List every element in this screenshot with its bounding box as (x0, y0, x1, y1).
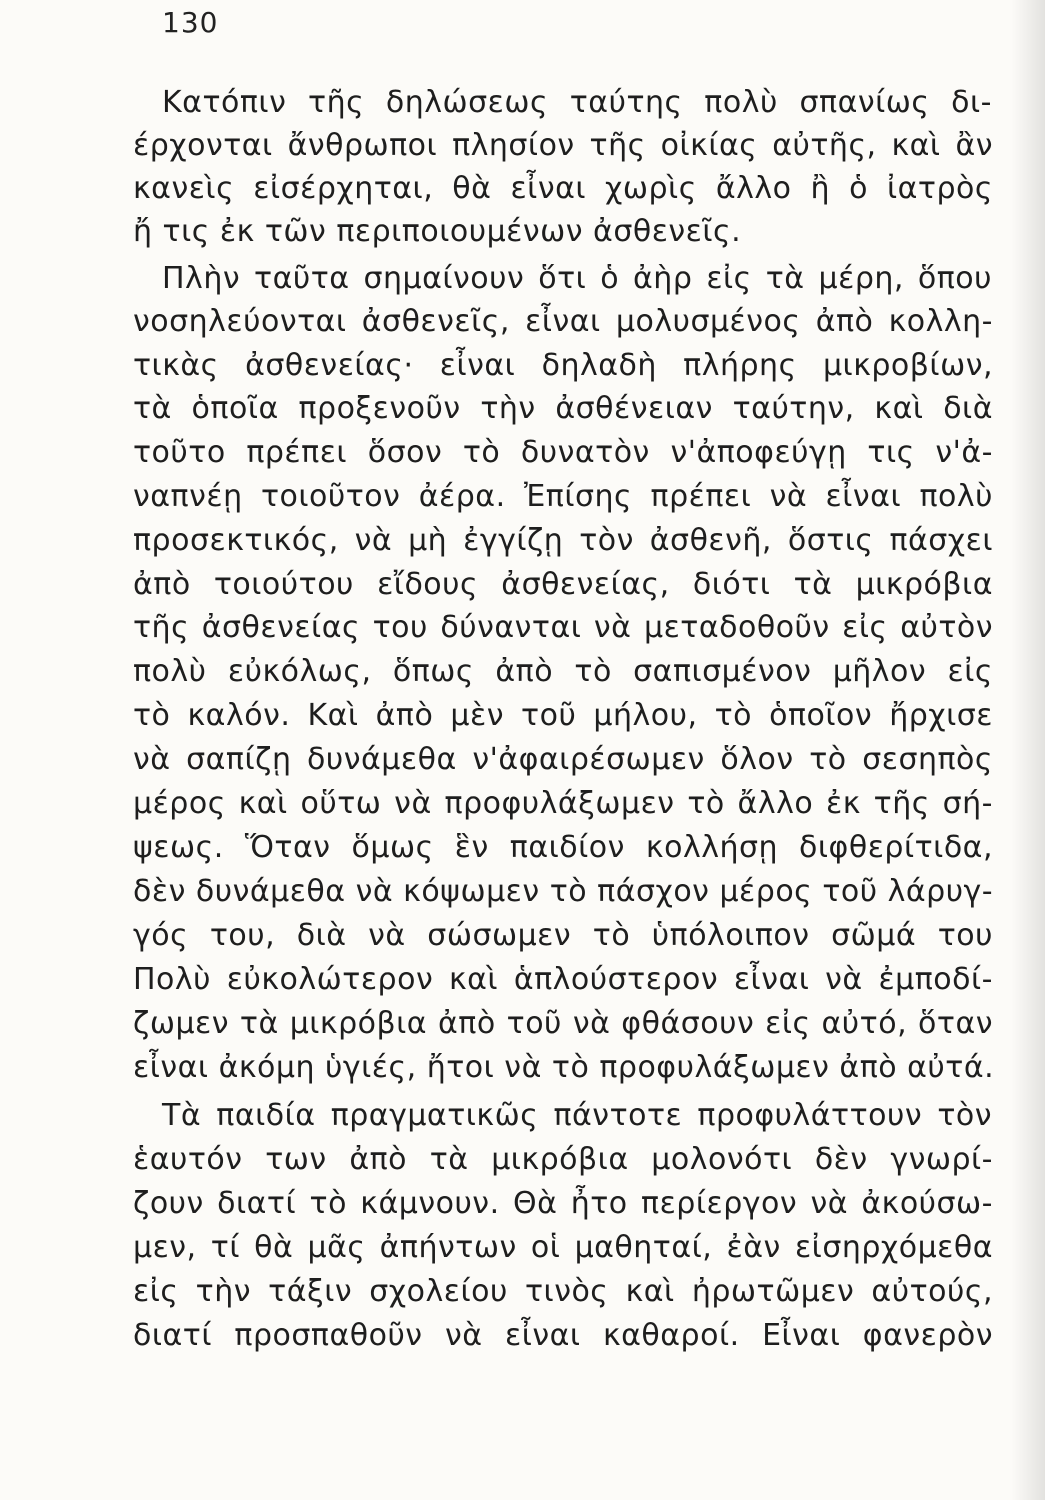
text-line: εἶναι ἀκόμη ὑγιές, ἤτοι νὰ τὸ προφυλάξωμεν ἀπὸ αὐτά. (133, 1050, 995, 1085)
text-line: τὰ ὁποῖα προξενοῦν τὴν ἀσθένειαν ταύτην, καὶ διὰ (133, 391, 993, 426)
text-line: εἰς τὴν τάξιν σχολείου τινὸς καὶ ἠρωτῶμεν αὐτούς, (133, 1274, 993, 1309)
text-line: ἀπὸ τοιούτου εἴδους ἀσθενείας, διότι τὰ μικρόβια (133, 567, 993, 602)
text-line: τοῦτο πρέπει ὅσον τὸ δυνατὸν ν'ἀποφεύγῃ τις ν'ἀ- (133, 435, 993, 470)
text-line: τῆς ἀσθενείας του δύνανται νὰ μεταδοθοῦν εἰς αὐτὸν (133, 610, 993, 645)
text-line: ναπνέῃ τοιοῦτον ἀέρα. Ἐπίσης πρέπει νὰ εἶναι πολὺ (133, 479, 993, 514)
text-line: ψεως. Ὅταν ὅμως ἓν παιδίον κολλήσῃ διφθερίτιδα, (133, 830, 993, 865)
text-line: έρχονται ἄνθρωποι πλησίον τῆς οἰκίας αὐτῆς, καὶ ἂν (133, 128, 993, 163)
text-line: ζωμεν τὰ μικρόβια ἀπὸ τοῦ νὰ φθάσουν εἰς αὐτό, ὅταν (133, 1006, 993, 1041)
text-line: νοσηλεύονται ἀσθενεῖς, εἶναι μολυσμένος ἀπὸ κολλη- (133, 304, 993, 339)
text-line: νὰ σαπίζῃ δυνάμεθα ν'ἀφαιρέσωμεν ὅλον τὸ σεσηπὸς (133, 742, 993, 777)
text-line: πολὺ εὐκόλως, ὅπως ἀπὸ τὸ σαπισμένον μῆλον εἰς (133, 654, 993, 689)
text-line: Πολὺ εὐκολώτερον καὶ ἁπλούστερον εἶναι νὰ ἐμποδί- (133, 962, 993, 997)
text-line: δὲν δυνάμεθα νὰ κόψωμεν τὸ πάσχον μέρος τοῦ λάρυγ- (133, 874, 994, 909)
text-line: κανεὶς εἰσέρχηται, θὰ εἶναι χωρὶς ἄλλο ἢ ὁ ἰατρὸς (133, 171, 993, 206)
text-line: Τὰ παιδία πραγματικῶς πάντοτε προφυλάττουν τὸν (162, 1098, 992, 1133)
text-line: μέρος καὶ οὕτω νὰ προφυλάξωμεν τὸ ἄλλο ἐκ τῆς σή- (133, 786, 993, 821)
text-line: ἤ τις ἐκ τῶν περιποιουμένων ἀσθενεῖς. (133, 214, 742, 249)
text-line: μεν, τί θὰ μᾶς ἀπήντων οἱ μαθηταί, ἐὰν εἰσηρχόμεθα (133, 1230, 993, 1265)
text-line: προσεκτικός, νὰ μὴ ἐγγίζῃ τὸν ἀσθενῆ, ὅστις πάσχει (133, 523, 993, 558)
text-line: τικὰς ἀσθενείας· εἶναι δηλαδὴ πλήρης μικροβίων, (133, 348, 993, 383)
text-line: ζουν διατί τὸ κάμνουν. Θὰ ἦτο περίεργον νὰ ἀκούσω- (133, 1186, 993, 1221)
text-line: διατί προσπαθοῦν νὰ εἶναι καθαροί. Εἶναι φανερὸν (133, 1318, 993, 1353)
page-number: 130 (162, 6, 219, 39)
text-line: ἑαυτόν των ἀπὸ τὰ μικρόβια μολονότι δὲν γνωρί- (133, 1142, 993, 1177)
text-line: Κατόπιν τῆς δηλώσεως ταύτης πολὺ σπανίως δι- (162, 85, 992, 120)
text-line: Πλὴν ταῦτα σημαίνουν ὅτι ὁ ἀὴρ εἰς τὰ μέρη, ὅπου (162, 261, 992, 296)
text-line: τὸ καλόν. Καὶ ἀπὸ μὲν τοῦ μήλου, τὸ ὁποῖον ἤρχισε (133, 698, 993, 733)
text-line: γός του, διὰ νὰ σώσωμεν τὸ ὑπόλοιπον σῶμά του (133, 918, 993, 953)
